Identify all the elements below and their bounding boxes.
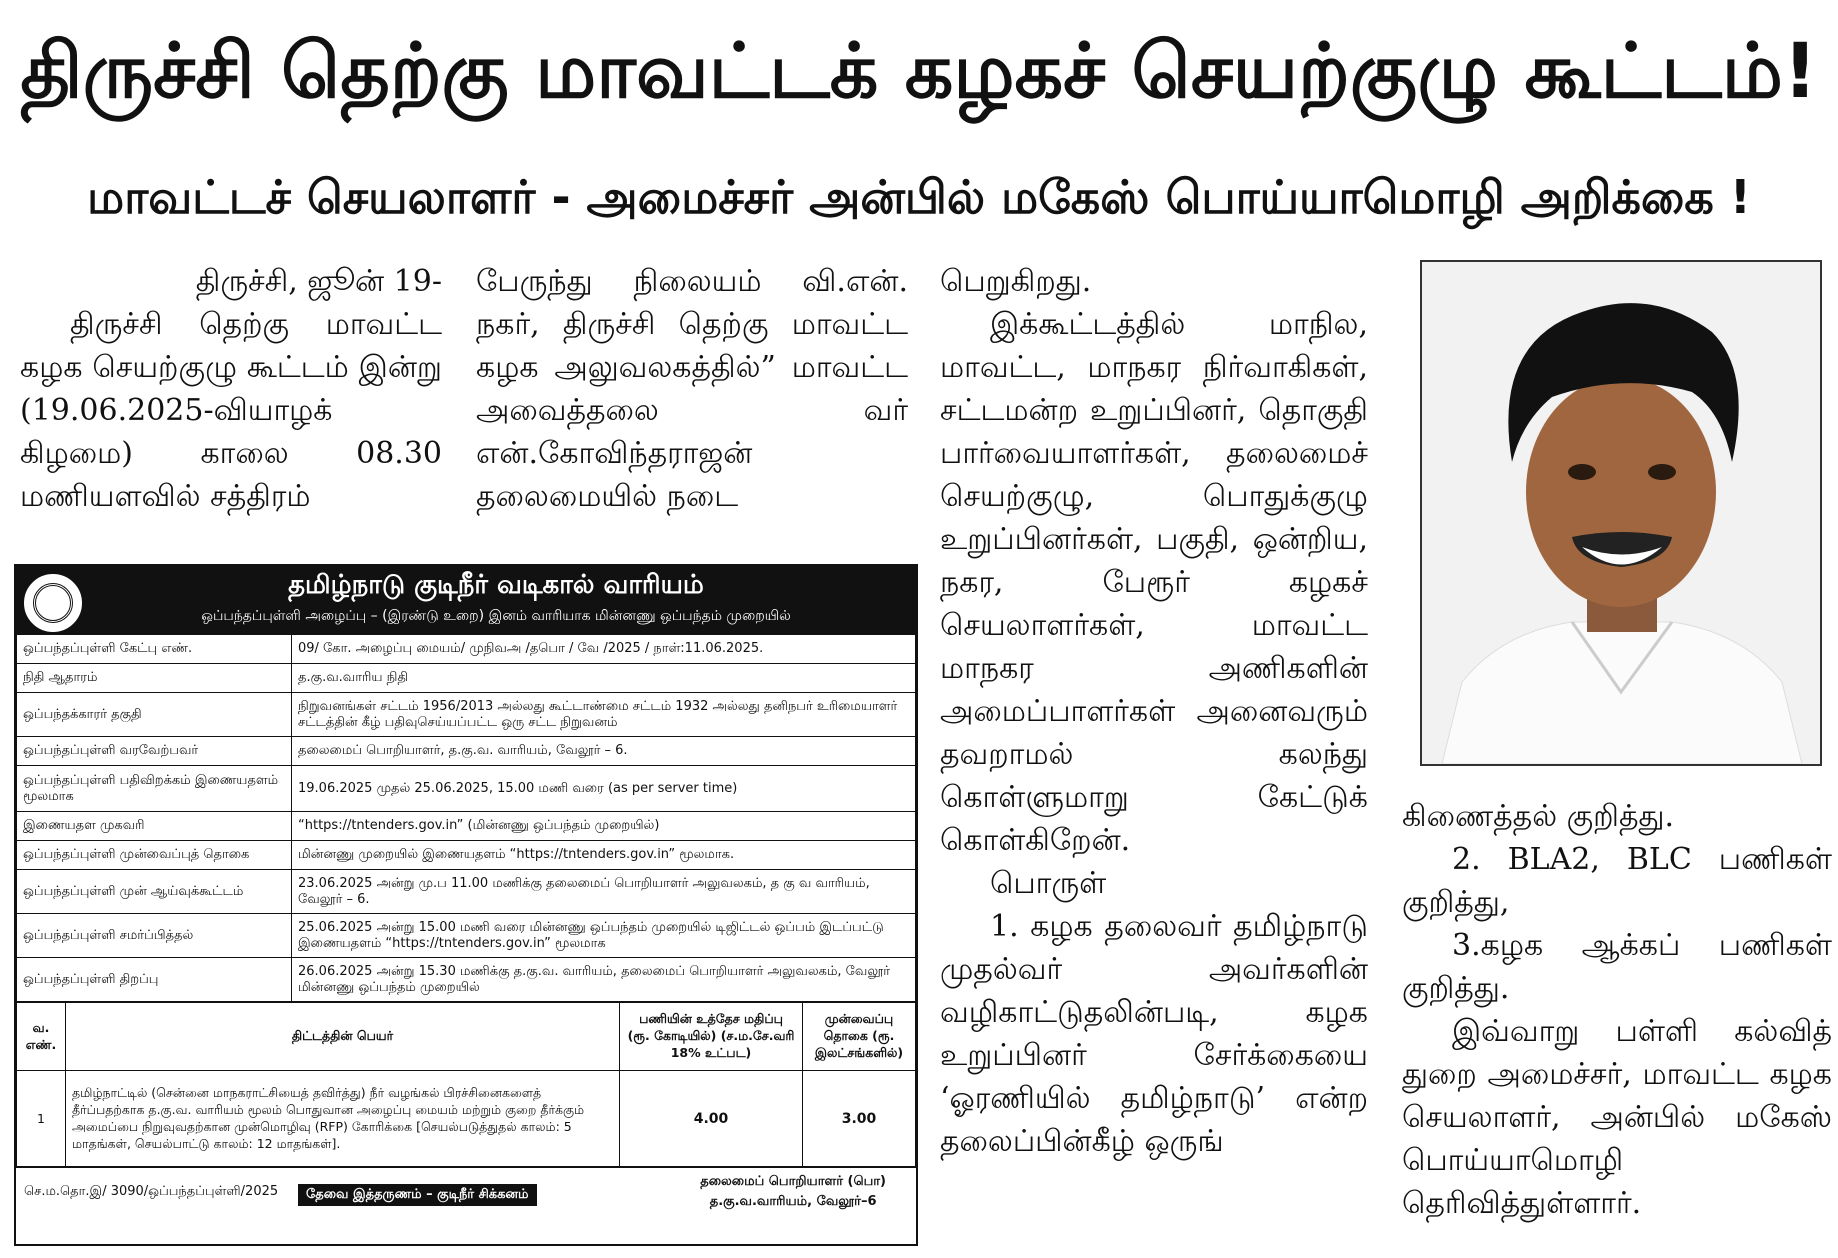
table-row	[17, 766, 916, 812]
table-row	[17, 664, 916, 693]
table-row	[17, 958, 916, 1002]
row-value: 26.06.2025 அன்று 15.30 மணிக்கு த.கு.வ. வாரியம், தலைமைப் பொறியாளர் அலுவலகம், வேலூர் மின்னணு ஒப்பந்தம் முறையில்	[292, 958, 916, 1002]
row-label: ஒப்பந்தப்புள்ளி பதிவிறக்கம் இணையதளம் மூலமாக	[17, 766, 292, 812]
portrait-image	[1422, 262, 1820, 764]
row-value: தலைமைப் பொறியாளர், த.கு.வ. வாரியம், வேலூர் – 6.	[292, 737, 916, 766]
row-value: நிறுவனங்கள் சட்டம் 1956/2013 அல்லது கூட்டாண்மை சட்டம் 1932 அல்லது தனிநபர் உரிமையாளர் சட்டத்தின் கீழ் பதிவுசெய்யப்பட்ட ஒரு சட்ட நிறுவனம்	[292, 693, 916, 737]
tender-details-table	[16, 634, 916, 1002]
row-value: த.கு.வ.வாரிய நிதி	[292, 664, 916, 693]
item-no: 1	[17, 1071, 66, 1167]
item-name: தமிழ்நாட்டில் (சென்னை மாநகராட்சியைத் தவிர்த்து) நீர் வழங்கல் பிரச்சினைகளைத் தீர்ப்பதற்காக த.கு.வ. வாரியம் மூலம் பொதுவான அழைப்பு மையம் மற்றும் குறை தீர்க்கும் அமைப்பை நிறுவுவதற்கான முன்மொழிவு (RFP) கோரிக்கை [செயல்படுத்துதல் காலம்: 5 மாதங்கள், செயல்பாட்டு காலம்: 12 மாதங்கள்].	[66, 1071, 620, 1167]
signatory	[700, 1172, 886, 1212]
row-value: 23.06.2025 அன்று மு.ப 11.00 மணிக்கு தலைமைப் பொறியாளர் அலுவலகம், த கு வ வாரியம், வேலூர் – 6.	[292, 870, 916, 914]
row-label: ஒப்பந்தப்புள்ளி கேட்பு எண்.	[17, 635, 292, 664]
ad-header	[16, 566, 916, 634]
row-label: நிதி ஆதாரம்	[17, 664, 292, 693]
row-value: 19.06.2025 முதல் 25.06.2025, 15.00 மணி வரை (as per server time)	[292, 766, 916, 812]
agenda-item-3: 3.கழக ஆக்கப் பணிகள் குறித்து.	[1402, 928, 1832, 1006]
subject-heading: பொருள்	[990, 866, 1107, 901]
row-label: ஒப்பந்தப்புள்ளி சமர்ப்பித்தல்	[17, 914, 292, 958]
agenda-item-2: 2. BLA2, BLC பணிகள் குறித்து,	[1402, 842, 1832, 920]
article-column-3	[940, 260, 1368, 1163]
signatory-office: த.கு.வ.வாரியம், வேலூர்–6	[709, 1194, 877, 1209]
article-paragraph: இவ்வாறு பள்ளி கல்வித் துறை அமைச்சர், மாவட்ட கழக செயலாளர், அன்பில் மகேஸ் பொய்யாமொழி தெரிவித்துள்ளார்.	[1402, 1014, 1832, 1221]
minister-photo	[1420, 260, 1822, 766]
row-label: ஒப்பந்தப்புள்ளி வரவேற்பவர்	[17, 737, 292, 766]
row-value: 09/ கோ. அழைப்பு மையம்/ முநிவஅ /தபொ / வே /2025 / நாள்:11.06.2025.	[292, 635, 916, 664]
article-paragraph: பேருந்து நிலையம் வி.என். நகர், திருச்சி தெற்கு மாவட்ட கழக அலுவலகத்தில்” மாவட்ட அவைத்தலை வர் என்.கோவிந்தராஜன் தலைமையில் நடை	[476, 264, 908, 514]
table-row	[17, 870, 916, 914]
agenda-item-1: 1. கழக தலைவர் தமிழ்நாடு முதல்வர் அவர்களின் வழிகாட்டுதலின்படி, கழக உறுப்பினர் சேர்க்கையை ‘ஓரணியில் தமிழ்நாடு’ என்ற தலைப்பின்கீழ் ஒருங்	[940, 909, 1368, 1159]
row-value: 25.06.2025 அன்று 15.00 மணி வரை மின்னணு ஒப்பந்தம் முறையில் டிஜிட்டல் ஒப்பம் இடப்பட்டு இணையதளம் “https://tntenders.gov.in” மூலமாக	[292, 914, 916, 958]
col-header-name: திட்டத்தின் பெயர்	[66, 1003, 620, 1071]
table-row	[17, 1071, 916, 1167]
row-label: ஒப்பந்தப்புள்ளி முன் ஆய்வுக்கூட்டம்	[17, 870, 292, 914]
table-header-row	[17, 1003, 916, 1071]
article-column-2	[476, 260, 908, 518]
reference-number: செ.ம.தொ.இ/ 3090/ஒப்பந்தப்புள்ளி/2025	[24, 1184, 279, 1199]
ad-subtitle: ஒப்பந்தப்புள்ளி அழைப்பு – (இரண்டு உறை) இனம் வாரியாக மின்னணு ஒப்பந்தம் முறையில்	[201, 608, 791, 624]
signatory-title: தலைமைப் பொறியாளர் (பொ)	[700, 1174, 886, 1189]
item-cost: 4.00	[620, 1071, 803, 1167]
table-row	[17, 635, 916, 664]
table-row	[17, 693, 916, 737]
row-value: “https://tntenders.gov.in” (மின்னணு ஒப்பந்தம் முறையில்)	[292, 812, 916, 841]
article-paragraph: பெறுகிறது.	[940, 264, 1092, 299]
article-paragraph: கிணைத்தல் குறித்து.	[1402, 799, 1675, 834]
article-column-4	[1402, 795, 1832, 1225]
col-header-no: வ. எண்.	[17, 1003, 66, 1071]
ad-title: தமிழ்நாடு குடிநீர் வடிகால் வாரியம்	[288, 570, 704, 600]
subheadline: மாவட்டச் செயலாளர் - அமைச்சர் அன்பில் மகேஸ் பொய்யாமொழி அறிக்கை !	[87, 169, 1751, 224]
col-header-emd: முன்வைப்பு தொகை (ரூ. இலட்சங்களில்)	[803, 1003, 916, 1071]
tender-items-table	[16, 1002, 916, 1167]
row-label: இணையதள முகவரி	[17, 812, 292, 841]
table-row	[17, 737, 916, 766]
ad-footer	[16, 1167, 916, 1218]
article-paragraph: இக்கூட்டத்தில் மாநில, மாவட்ட, மாநகர நிர்வாகிகள், சட்டமன்ற உறுப்பினர், தொகுதி பார்வையாளர்கள், தலைமைச் செயற்குழு, பொதுக்குழு உறுப்பினர்கள், பகுதி, ஒன்றிய, நகர, பேரூர் கழகச் செயலாளர்கள், மாவட்ட மாநகர அணிகளின் அமைப்பாளர்கள் அனைவரும் தவறாமல் கலந்து கொள்ளுமாறு கேட்டுக் கொள்கிறேன்.	[940, 307, 1368, 858]
table-row	[17, 841, 916, 870]
article-paragraph: திருச்சி தெற்கு மாவட்ட கழக செயற்குழு கூட்டம் இன்று (19.06.2025-வியாழக் கிழமை) காலை 08.30 மணியளவில் சத்திரம்	[20, 307, 442, 514]
article-column-1	[20, 260, 442, 518]
dateline: திருச்சி, ஜூன் 19-	[195, 264, 442, 299]
row-label: ஒப்பந்தப்புள்ளி திறப்பு	[17, 958, 292, 1002]
headline: திருச்சி தெற்கு மாவட்டக் கழகச் செயற்குழு கூட்டம்!	[20, 26, 1818, 115]
table-row	[17, 812, 916, 841]
slogan-tag: தேவை இத்தருணம் – குடிநீர் சிக்கனம்	[298, 1184, 537, 1206]
tender-advertisement	[14, 564, 918, 1246]
board-logo-icon	[24, 574, 82, 632]
row-value: மின்னணு முறையில் இணையதளம் “https://tntenders.gov.in” மூலமாக.	[292, 841, 916, 870]
row-label: ஒப்பந்தக்காரர் தகுதி	[17, 693, 292, 737]
item-emd: 3.00	[803, 1071, 916, 1167]
col-header-cost: பணியின் உத்தேச மதிப்பு (ரூ. கோடியில்) (ச.ம.சே.வரி 18% உட்பட)	[620, 1003, 803, 1071]
row-label: ஒப்பந்தப்புள்ளி முன்வைப்புத் தொகை	[17, 841, 292, 870]
table-row	[17, 914, 916, 958]
